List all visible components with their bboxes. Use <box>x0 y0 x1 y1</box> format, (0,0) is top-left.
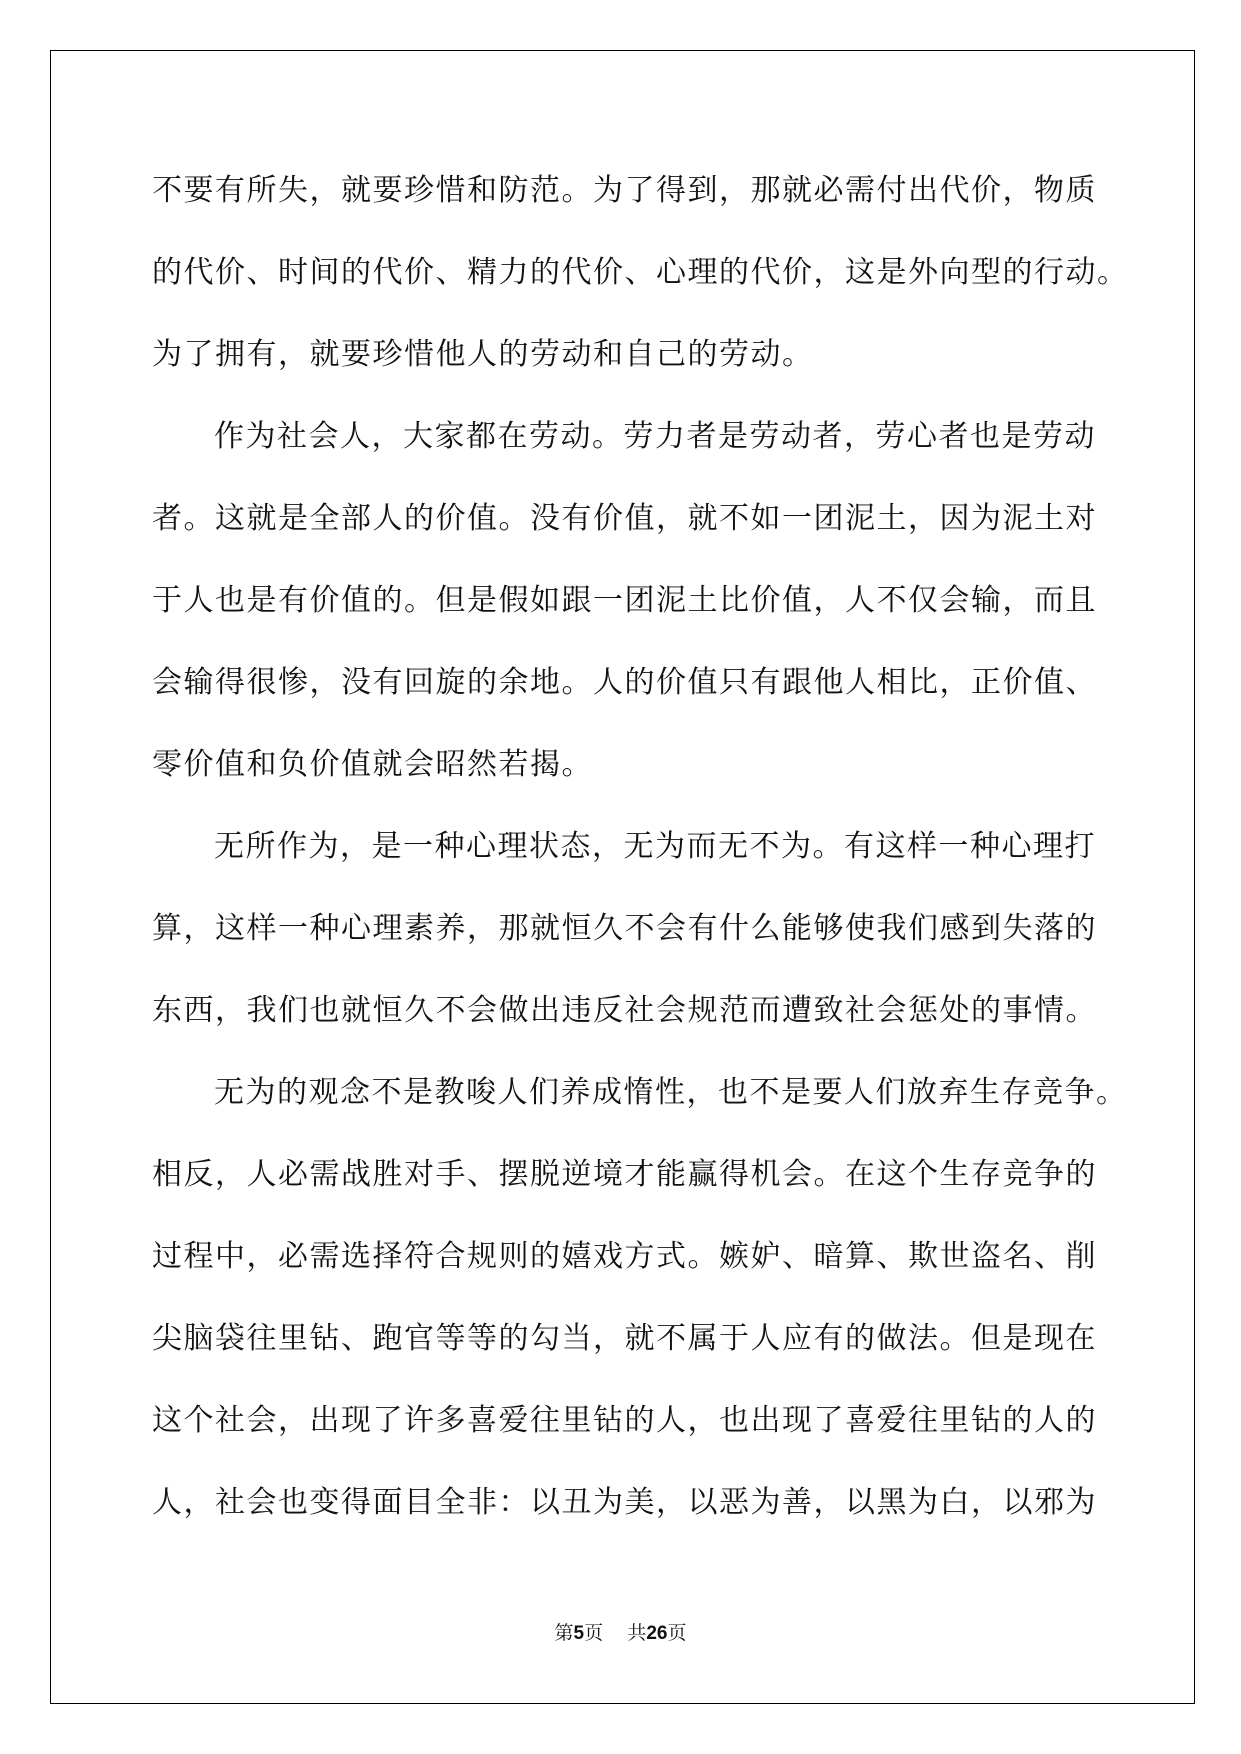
text-line: 人，社会也变得面目全非：以丑为美，以恶为善，以黑为白，以邪为 <box>152 1485 1097 1520</box>
text-line: 相反，人必需战胜对手、摆脱逆境才能赢得机会。在这个生存竞争的 <box>152 1157 1097 1192</box>
page-number: 5 <box>573 1623 585 1644</box>
text-line: 者。这就是全部人的价值。没有价值，就不如一团泥土，因为泥土对 <box>152 501 1097 536</box>
page-footer <box>0 1618 1241 1645</box>
text-line: 无为的观念不是教唆人们养成惰性，也不是要人们放弃生存竞争。 <box>214 1075 1128 1110</box>
text-line: 过程中，必需选择符合规则的嬉戏方式。嫉妒、暗算、欺世盗名、削 <box>152 1239 1097 1274</box>
document-body <box>152 165 1129 1559</box>
page-suffix: 页 <box>584 1622 604 1644</box>
text-line: 这个社会，出现了许多喜爱往里钻的人，也出现了喜爱往里钻的人的 <box>152 1403 1097 1438</box>
page-prefix: 第 <box>554 1622 574 1644</box>
text-line: 会输得很惨，没有回旋的余地。人的价值只有跟他人相比，正价值、 <box>152 665 1097 700</box>
total-suffix: 页 <box>667 1622 687 1644</box>
text-line: 作为社会人，大家都在劳动。劳力者是劳动者，劳心者也是劳动 <box>214 419 1096 454</box>
text-line: 于人也是有价值的。但是假如跟一团泥土比价值，人不仅会输，而且 <box>152 583 1097 618</box>
text-line: 零价值和负价值就会昭然若揭。 <box>152 747 593 782</box>
text-line: 无所作为，是一种心理状态，无为而无不为。有这样一种心理打 <box>214 829 1096 864</box>
text-line: 尖脑袋往里钻、跑官等等的勾当，就不属于人应有的做法。但是现在 <box>152 1321 1097 1356</box>
total-prefix: 共 <box>627 1622 647 1644</box>
text-line: 不要有所失，就要珍惜和防范。为了得到，那就必需付出代价，物质 <box>152 173 1097 208</box>
text-line: 算，这样一种心理素养，那就恒久不会有什么能够使我们感到失落的 <box>152 911 1097 946</box>
total-pages: 26 <box>646 1623 668 1644</box>
text-line: 为了拥有，就要珍惜他人的劳动和自己的劳动。 <box>152 337 814 372</box>
text-line: 东西，我们也就恒久不会做出违反社会规范而遭致社会惩处的事情。 <box>152 993 1097 1028</box>
text-line: 的代价、时间的代价、精力的代价、心理的代价，这是外向型的行动。 <box>152 255 1129 290</box>
